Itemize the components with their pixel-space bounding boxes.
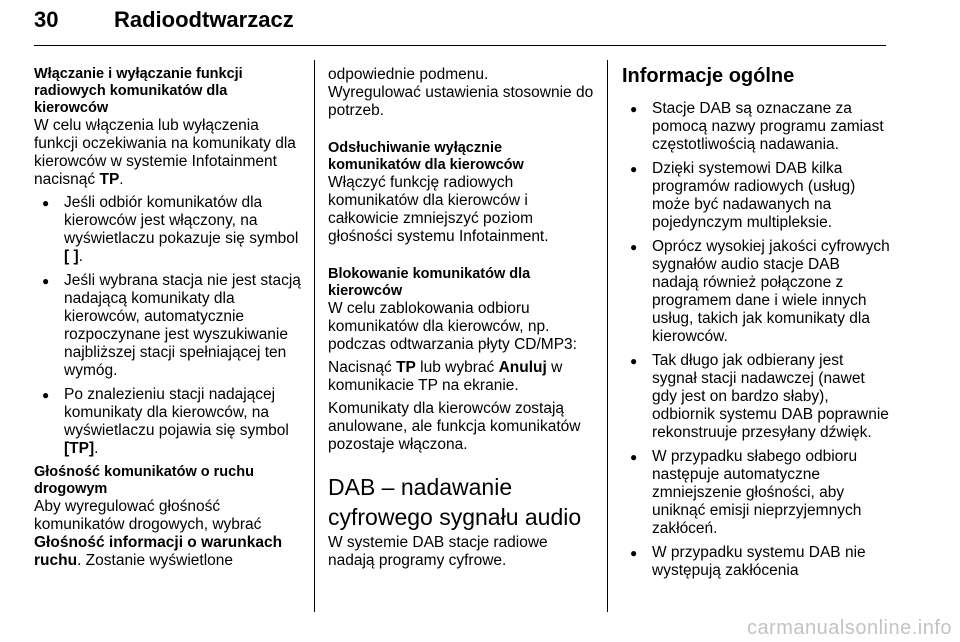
column-2 — [328, 66, 596, 575]
page-header — [34, 2, 886, 46]
heading-traffic-on-off: Włączanie i wyłączanie funkcji radiowych komunikatów dla kierowców — [34, 66, 243, 116]
paragraph: W systemie DAB stacje radiowe nadają programy cyfrowe. — [328, 534, 548, 569]
column-1 — [34, 66, 304, 575]
bullet-list — [622, 100, 890, 580]
list-item: ● W przypadku słabego odbioru następuje automatyczne zmniejszenie głośności, aby uniknąć emisji nieprzyjemnych zakłóceń. — [622, 448, 890, 538]
list-item: ● Dzięki systemowi DAB kilka programów radiowych (usług) może być nadawanych na pojedynczym multipleksie. — [622, 160, 890, 232]
paragraph: Aby wyregulować głośność komunikatów drogowych, wybrać Głośność informacji o warunkach ruchu. Zostanie wyświetlone — [34, 498, 283, 569]
list-item: ● Po znalezieniu stacji nadającej komunikaty dla kierowców, na wyświetlaczu pojawia się symbol [TP]. — [34, 386, 304, 458]
column-divider-1 — [314, 60, 315, 612]
list-item: ● Stacje DAB są oznaczane za pomocą nazwy programu zamiast częstotliwością nadawania. — [622, 100, 890, 154]
paragraph: Włączyć funkcję radiowych komunikatów dla kierowców i całkowicie zmniejszyć poziom głośności systemu Infotainment. — [328, 174, 549, 245]
heading-block-traffic: Blokowanie komunikatów dla kierowców — [328, 266, 531, 299]
list-item: ● Jeśli odbiór komunikatów dla kierowców jest włączony, na wyświetlaczu pokazuje się symbol [ ]. — [34, 194, 304, 266]
column-3 — [622, 64, 890, 586]
chapter-title: Radioodtwarzacz — [114, 7, 294, 32]
section-title-line-2: cyfrowego sygnału audio — [328, 504, 582, 530]
paragraph: Wyregulować ustawienia stosownie do potrzeb. — [328, 84, 594, 119]
paragraph: Nacisnąć TP lub wybrać Anuluj w komunikacie TP na ekranie. — [328, 359, 563, 394]
section-title-line-1: DAB – nadawanie — [328, 474, 513, 500]
heading-traffic-only: Odsłuchiwanie wyłącznie komunikatów dla kierowców — [328, 140, 524, 173]
list-item: ● Oprócz wysokiej jakości cyfrowych sygnałów audio stacje DAB nadają również połączone z programem dane i wiele innych usług, takich jak komunikaty dla kierowców. — [622, 238, 890, 346]
list-item: ● W przypadku systemu DAB nie występują zakłócenia — [622, 544, 890, 580]
list-item: ● Jeśli wybrana stacja nie jest stacją nadającą komunikaty dla kierowców, automatycznie rozpoczynane jest wyszukiwanie najbliższej stacji spełniającej ten wymóg. — [34, 272, 304, 380]
header-rule — [34, 45, 886, 46]
page-number: 30 — [34, 7, 59, 32]
watermark: carmanualsonline.info — [746, 617, 952, 639]
list-item: ● Tak długo jak odbierany jest sygnał stacji nadawczej (nawet gdy jest on bardzo słaby), odbiornik systemu DAB poprawnie rekonstruuje przesyłany dźwięk. — [622, 352, 890, 442]
paragraph: Komunikaty dla kierowców zostają anulowane, ale funkcja komunikatów pozostaje włączona. — [328, 400, 581, 453]
heading-traffic-volume: Głośność komunikatów o ruchu drogowym — [34, 464, 254, 497]
bullet-list — [34, 194, 304, 458]
heading-general-info: Informacje ogólne — [622, 65, 795, 87]
column-divider-2 — [607, 60, 608, 612]
paragraph: odpowiednie podmenu. — [328, 66, 489, 83]
paragraph: W celu zablokowania odbioru komunikatów dla kierowców, np. podczas odtwarzania płyty CD/MP3: — [328, 300, 577, 353]
paragraph: W celu włączenia lub wyłączenia funkcji oczekiwania na komunikaty dla kierowców w systemie Infotainment nacisnąć TP. — [34, 117, 296, 188]
